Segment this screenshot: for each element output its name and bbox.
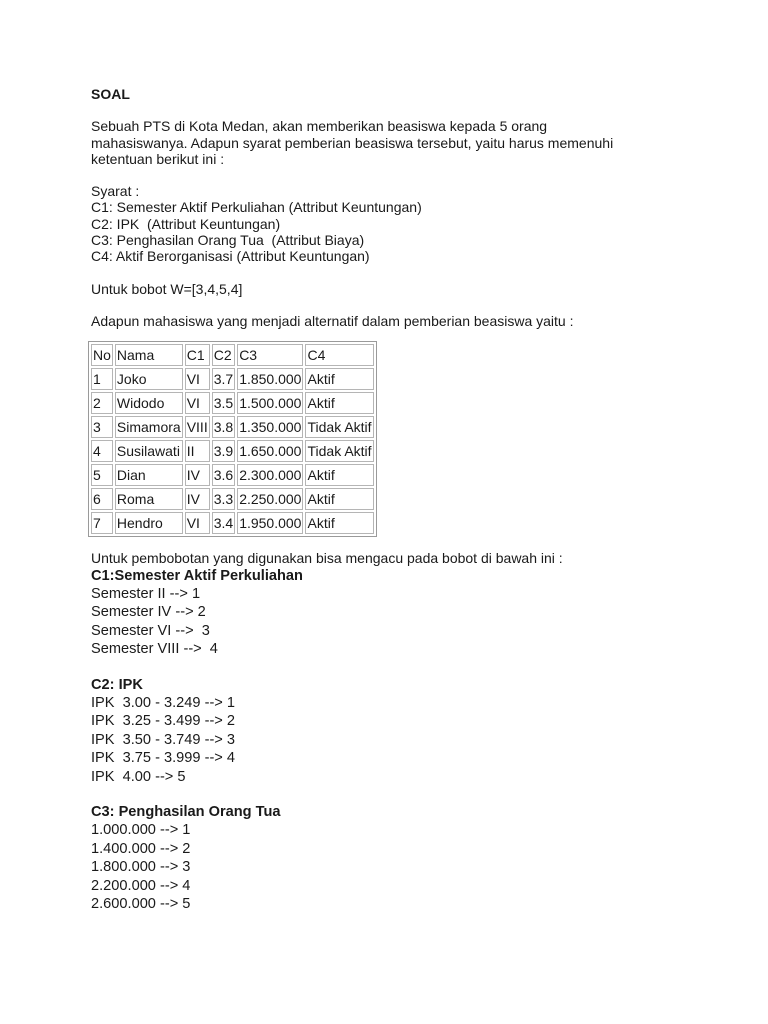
table-cell: Aktif [305,488,373,510]
table-cell: Aktif [305,368,373,390]
table-cell: Tidak Aktif [305,440,373,462]
c1-item: Semester II --> 1 [91,585,201,602]
table-cell: Aktif [305,392,373,414]
document-title: SOAL [91,86,130,102]
table-cell: 1 [91,368,113,390]
table-cell: Dian [115,464,183,486]
table-cell: Widodo [115,392,183,414]
table-row [91,440,374,462]
bobot-text: Untuk bobot W=[3,4,5,4] [91,280,243,297]
c2-item: IPK 3.00 - 3.249 --> 1 [91,695,235,711]
header-cell: Nama [115,344,183,366]
table-cell: 7 [91,512,113,534]
table-cell: II [185,440,210,462]
table-cell: VI [185,392,210,414]
alternatif-table [88,341,377,537]
table-row [91,512,374,534]
syarat-heading: Syarat : [91,183,140,200]
syarat-section [91,183,711,264]
table-cell: 3.8 [212,416,235,438]
table-cell: 1.950.000 [237,512,303,534]
header-cell: No [91,344,113,366]
table-cell: 3.9 [212,440,235,462]
table-cell: 1.350.000 [237,416,303,438]
alternatif-intro: Adapun mahasiswa yang menjadi alternatif dalam pemberian beasiswa yaitu : [91,312,574,329]
c1-heading: C1:Semester Aktif Perkuliahan [91,567,303,584]
c3-section [91,803,711,913]
table-cell: VI [185,512,210,534]
table-cell: 6 [91,488,113,510]
c3-item: 1.800.000 --> 3 [91,859,191,876]
intro-paragraph [91,118,711,167]
table-cell: Simamora [115,416,183,438]
table-cell: Hendro [115,512,183,534]
table-cell: Aktif [305,512,373,534]
c1-item: Semester VI --> 3 [91,622,210,639]
header-cell: C1 [185,344,210,366]
table-cell: 1.850.000 [237,368,303,390]
table-row [91,416,374,438]
c1-item: Semester IV --> 2 [91,604,206,621]
table-cell: VIII [185,416,210,438]
header-cell: C4 [305,344,373,366]
table-header-row [91,344,374,366]
c2-section [91,676,711,786]
table-cell: Aktif [305,464,373,486]
document-page [91,86,711,913]
c3-item: 2.200.000 --> 4 [91,877,191,894]
table-cell: 3.3 [212,488,235,510]
table-cell: 5 [91,464,113,486]
c3-item: 2.600.000 --> 5 [91,896,191,913]
table-cell: 2.250.000 [237,488,303,510]
table-cell: 3.5 [212,392,235,414]
table-cell: Susilawati [115,440,183,462]
table-cell: VI [185,368,210,390]
c2-item: IPK 4.00 --> 5 [91,768,186,785]
table-cell: 2.300.000 [237,464,303,486]
c2-item: IPK 3.25 - 3.499 --> 2 [91,713,235,730]
table-cell: 1.650.000 [237,440,303,462]
header-cell: C3 [237,344,303,366]
table-cell: 3 [91,416,113,438]
pembobotan-intro: Untuk pembobotan yang digunakan bisa mengacu pada bobot di bawah ini : [91,550,563,567]
syarat-item: C2: IPK (Attribut Keuntungan) [91,215,281,232]
table-cell: IV [185,488,210,510]
header-cell: C2 [212,344,235,366]
table-cell: 3.6 [212,464,235,486]
table-row [91,464,374,486]
c1-section [91,567,711,659]
c3-heading: C3: Penghasilan Orang Tua [91,804,281,821]
table-cell: Joko [115,368,183,390]
table-row [91,368,374,390]
table-row [91,488,374,510]
table-cell: 1.500.000 [237,392,303,414]
intro-line: Sebuah PTS di Kota Medan, akan memberikan beasiswa kepada 5 orang [91,118,548,135]
table-cell: IV [185,464,210,486]
c1-item: Semester VIII --> 4 [91,641,218,658]
syarat-item: C3: Penghasilan Orang Tua (Attribut Biaya) [91,232,365,249]
table-cell: Tidak Aktif [305,416,373,438]
c3-item: 1.400.000 --> 2 [91,840,191,857]
intro-line: ketentuan berikut ini : [91,150,225,167]
table-cell: 4 [91,440,113,462]
table-cell: 3.7 [212,368,235,390]
table-cell: 2 [91,392,113,414]
table-cell: 3.4 [212,512,235,534]
table-cell: Roma [115,488,183,510]
c3-item: 1.000.000 --> 1 [91,822,191,839]
intro-line: mahasiswanya. Adapun syarat pemberian beasiswa tersebut, yaitu harus memenuhi [91,134,614,151]
c2-item: IPK 3.50 - 3.749 --> 3 [91,731,235,748]
syarat-item: C1: Semester Aktif Perkuliahan (Attribut Keuntungan) [91,199,422,216]
table-row [91,392,374,414]
syarat-item: C4: Aktif Berorganisasi (Attribut Keuntungan) [91,248,370,265]
c2-heading: C2: IPK [91,676,143,693]
c2-item: IPK 3.75 - 3.999 --> 4 [91,750,235,767]
